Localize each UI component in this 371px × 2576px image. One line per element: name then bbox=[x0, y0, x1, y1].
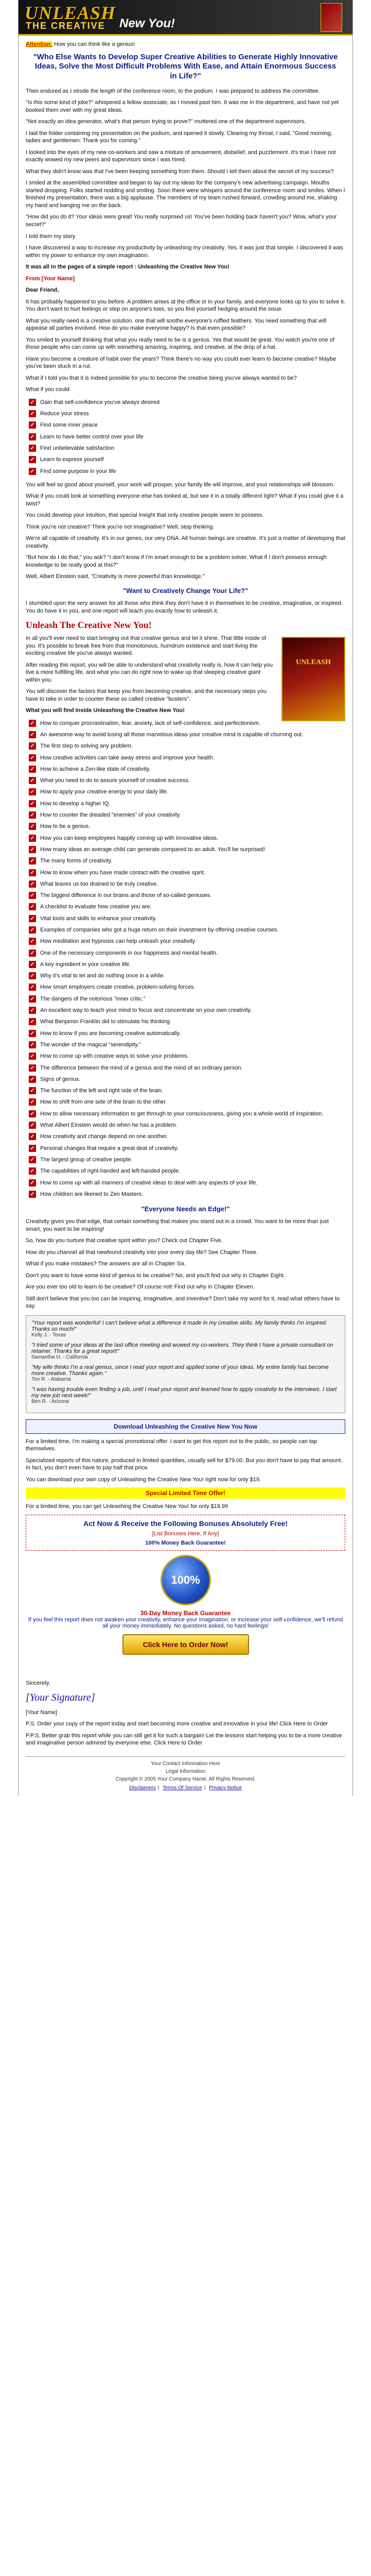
list-item bbox=[29, 1052, 345, 1061]
list-item bbox=[29, 787, 345, 796]
bonus-heading: Act Now & Receive the Following Bonuses Absolutely Free! bbox=[83, 1519, 288, 1528]
list-item bbox=[29, 1075, 345, 1084]
list-item-text: Learn to express yourself bbox=[40, 456, 104, 463]
list-item bbox=[29, 409, 345, 418]
logo-line1: UNLEASH bbox=[25, 3, 116, 23]
body-paragraph: So, how do you nurture that creative spirit within you? Check out Chapter Five. bbox=[26, 1238, 223, 1244]
list-item bbox=[29, 420, 345, 430]
list-item bbox=[29, 914, 345, 923]
checkmark-icon: ✓ bbox=[29, 950, 36, 957]
list-item bbox=[29, 765, 345, 774]
list-item-text: How creativity and change depend on one another. bbox=[40, 1133, 168, 1140]
list-item-text: What Benjamin Franklin did to stimulate his thinking. bbox=[40, 1019, 171, 1025]
list-item bbox=[29, 1121, 345, 1130]
checkmark-icon: ✓ bbox=[29, 984, 36, 991]
intro-section bbox=[26, 88, 345, 271]
body-paragraph: You smiled to yourself thinking that what you really need to be is a genius. Yes that would be great. You watch you're one of those people who can come up with something amazing, inspiring, and creative, at the drop of a hat. bbox=[26, 336, 334, 351]
list-item-text: The first step to solving any problem. bbox=[40, 743, 133, 750]
list-item bbox=[29, 719, 345, 728]
testimonial bbox=[31, 1364, 340, 1382]
list-item-text: How children are likened to Zen Masters. bbox=[40, 1191, 143, 1197]
body-section-5 bbox=[26, 1218, 345, 1310]
checkmark-icon: ✓ bbox=[29, 1122, 36, 1129]
list-item bbox=[29, 856, 345, 866]
list-item bbox=[29, 799, 345, 808]
body-paragraph: Specialized reports of this nature, produced in limited quantities, usually sell for $79.00. But you don't have to pay that amount. In fact, you don't even have to pay half that price. bbox=[26, 1457, 343, 1471]
checkmark-icon: ✓ bbox=[29, 903, 36, 910]
list-item bbox=[29, 1109, 345, 1118]
checkmark-icon: ✓ bbox=[29, 835, 36, 842]
checkmark-icon: ✓ bbox=[29, 869, 36, 876]
checkmark-icon: ✓ bbox=[29, 1098, 36, 1106]
checkmark-icon: ✓ bbox=[29, 823, 36, 830]
product-book-image bbox=[281, 637, 345, 721]
body-paragraph: You will feel so good about yourself, your work will prosper, your family life will improve, and your relationships will blossom. bbox=[26, 481, 334, 488]
testimonial-author: Ben R. - Arizona bbox=[31, 1398, 69, 1404]
body-paragraph: You can download your own copy of Unleashing the Creative New You! right now for only $19. bbox=[26, 1476, 261, 1483]
list-item-text: The difference between the mind of a genius and the mind of an ordinary person. bbox=[40, 1064, 243, 1071]
main-content bbox=[19, 36, 352, 1796]
list-item-text: The wonder of the magical "serendipity." bbox=[40, 1041, 141, 1048]
list-item-text: How many ideas an average child can generate compared to an adult. You'll be surprised! bbox=[40, 846, 265, 853]
list-item-text: Reduce your stress bbox=[40, 411, 89, 417]
list-item bbox=[29, 776, 345, 785]
list-item bbox=[29, 1097, 345, 1107]
footer-link-terms[interactable]: Terms Of Service bbox=[163, 1785, 202, 1791]
list-item-text: Why it's vital to let and do nothing once in a while. bbox=[40, 973, 165, 979]
body-paragraph: I stumbled upon the very answer for all those who think they don't have it in themselves to be creative, imaginative, or inspired. You do have it in you, and one report will teach you exactly how to unleash it. bbox=[26, 600, 343, 614]
checkmark-icon: ✓ bbox=[29, 1156, 36, 1163]
checkmark-icon: ✓ bbox=[29, 1064, 36, 1072]
list-item-text: What you need to do to assure yourself of creative success. bbox=[40, 777, 190, 784]
intro-paragraph: "Not exactly an idea generator, what's that person trying to prove?" muttered one of the department supervisors. bbox=[26, 118, 306, 125]
footer-link-disclaimers[interactable]: Disclaimers bbox=[129, 1785, 156, 1791]
checkmark-icon: ✓ bbox=[29, 456, 36, 463]
checkmark-icon: ✓ bbox=[29, 720, 36, 727]
body-paragraph: In all you'll ever need to start bringing out that creative genius and let it shine. That little inside of you. It's possible to break free from that monotonous, humdrum existence and start living the exciting creative life you've always wanted. bbox=[26, 635, 267, 657]
list-item bbox=[29, 960, 345, 969]
list-item-text: How to develop a higher IQ. bbox=[40, 800, 111, 807]
bonus-guarantee: 100% Money Back Guarantee! bbox=[145, 1539, 226, 1546]
list-item bbox=[29, 1063, 345, 1073]
intro-paragraph: "Is this some kind of joke?" whispered a fellow associate, as I moved past him. It was me in the department, and have not yet booked them over with my great ideas. bbox=[26, 99, 339, 113]
logo-line2: THE CREATIVE bbox=[26, 21, 105, 31]
list-item-text: How to conquer procrastination, fear, anxiety, lack of self-confidence, and perfectionism. bbox=[40, 720, 260, 726]
checkmark-icon: ✓ bbox=[29, 1007, 36, 1014]
checkmark-icon: ✓ bbox=[29, 445, 36, 452]
list-item-text: How you can keep employees happily coming up with innovative ideas. bbox=[40, 835, 219, 841]
list-item-text: Examples of companies who got a huge return on their investment by offering creative courses. bbox=[40, 927, 279, 933]
list-item bbox=[29, 1155, 345, 1164]
list-item bbox=[29, 1178, 345, 1188]
list-item bbox=[29, 1144, 345, 1153]
checkmark-icon: ✓ bbox=[29, 938, 36, 945]
body-paragraph: What if you make mistakes? The answers are all in Chapter Six. bbox=[26, 1261, 186, 1267]
body-paragraph: What you really need is a creative solution, one that will soothe everyone's ruffled feathers. You need something that will appease all parties involved. How do you make everyone happy? Is that even possible? bbox=[26, 317, 327, 332]
list-item bbox=[29, 971, 345, 980]
list-item bbox=[29, 1166, 345, 1176]
footer-copyright: Copyright © 2005 Your Company Name. All Rights Reserved. bbox=[115, 1776, 256, 1782]
guarantee-section bbox=[26, 1609, 345, 1629]
footer-legal: Legal Information bbox=[165, 1768, 206, 1774]
list-item bbox=[29, 455, 345, 464]
list-item-text: How to be a genius. bbox=[40, 823, 91, 830]
testimonial-author: Kelly J. - Texas bbox=[31, 1332, 66, 1338]
checkmark-icon: ✓ bbox=[29, 926, 36, 934]
bonus-box bbox=[26, 1515, 345, 1551]
testimonial-text: "I tried some of your ideas at the last office meeting and wowed my co-workers. They think I have a private consultant on retainer. Thanks for a great report!" bbox=[31, 1342, 333, 1354]
intro-paragraph: I laid the folder containing my presentation on the podium, and opened it slowly. Clearing my throat, I said, "Good morning, ladies and gentlemen. Thank you for coming." bbox=[26, 130, 332, 144]
postscript: P.P.S. Better grab this report while you can still get it for such a bargain! Let the lessons start helping you to be a more creative and imaginative person admired by everyone else. Click Here to Order bbox=[26, 1732, 342, 1747]
list-item bbox=[29, 994, 345, 1004]
list-item bbox=[29, 398, 345, 407]
list-item-text: An awesome way to avoid losing all those marvelous ideas your creative mind is capable of churning out. bbox=[40, 731, 304, 738]
list-item-text: How to come up with creative ways to solve your problems. bbox=[40, 1053, 189, 1060]
checkmark-icon: ✓ bbox=[29, 399, 36, 406]
list-item-text: How meditation and hypnosis can help unleash your creativity. bbox=[40, 938, 197, 945]
checkmark-icon: ✓ bbox=[29, 788, 36, 795]
checkmark-icon: ✓ bbox=[29, 1145, 36, 1152]
checkmark-icon: ✓ bbox=[29, 1179, 36, 1187]
author-name: [Your Name] bbox=[26, 1709, 57, 1716]
list-item-text: How to know when you have made contact with the creative spirit. bbox=[40, 869, 205, 876]
attention-tag: Attention: bbox=[26, 41, 52, 47]
checkmark-icon: ✓ bbox=[29, 800, 36, 807]
testimonial-text: "My wife thinks I'm a real genius, since I read your report and applied some of your ideas. My entire family has become more creative. Thanks again." bbox=[31, 1364, 329, 1377]
footer-link-privacy[interactable]: Privacy Notice bbox=[209, 1785, 242, 1791]
intro-paragraph: I looked into the eyes of my new co-workers and saw a mixture of amusement, disbelief, and puzzlement. It's true I have not exactly wowed my new peers and supervisors since I was hired. bbox=[26, 149, 336, 163]
checkmark-icon: ✓ bbox=[29, 766, 36, 773]
body-paragraph: Have you become a creature of habit over the years? Think there's no way you could ever learn to become creative? Maybe you've been stuck in a rut. bbox=[26, 355, 336, 370]
list-item-text: How to allow necessary information to get through to your consciousness, giving you a whole world of inspiration. bbox=[40, 1110, 324, 1117]
checkmark-icon: ✓ bbox=[29, 433, 36, 440]
list-item bbox=[29, 1006, 345, 1015]
list-item bbox=[29, 868, 345, 877]
list-item-text: How to counter the dreaded "enemies" of your creativity. bbox=[40, 812, 181, 819]
body-paragraph: Well, Albert Einstein said, "Creativity is more powerful than knowledge." bbox=[26, 573, 205, 580]
list-item bbox=[29, 902, 345, 911]
list-item-text: How to know if you are becoming creative automatically. bbox=[40, 1030, 181, 1037]
checkmark-icon: ✓ bbox=[29, 754, 36, 761]
checkmark-icon: ✓ bbox=[29, 777, 36, 784]
list-item bbox=[29, 1190, 345, 1199]
body-paragraph: "But how do I do that," you ask? "I don't know if I'm smart enough to be a problem solver. What if I don't possess enough knowledge to be really good at this?" bbox=[26, 554, 327, 568]
list-item-text: What Albert Einstein would do when he has a problem. bbox=[40, 1122, 178, 1129]
checkmark-icon: ✓ bbox=[29, 1030, 36, 1037]
body-paragraph: You will discover the factors that keep you from becoming creative, and the necessary steps you have to take in order to counter these so called creative "busters". bbox=[26, 688, 267, 702]
checkmark-icon: ✓ bbox=[29, 421, 36, 429]
list-item-text: The biggest difference in our brains and those of so-called geniuses. bbox=[40, 892, 212, 899]
body-paragraph: What you will find inside Unleashing the Creative New You! bbox=[26, 707, 185, 714]
checkmark-icon: ✓ bbox=[29, 811, 36, 819]
list-item-text: How creative activities can take away stress and improve your health. bbox=[40, 754, 215, 761]
header-banner bbox=[19, 0, 352, 36]
list-item-text: Signs of genius. bbox=[40, 1076, 81, 1082]
list-item bbox=[29, 1086, 345, 1095]
list-item-text: The many forms of creativity. bbox=[40, 858, 113, 865]
list-item-text: Personal changes that require a great deal of creativity. bbox=[40, 1145, 179, 1151]
logo-line3: New You! bbox=[119, 16, 175, 30]
checkmark-icon: ✓ bbox=[29, 1018, 36, 1025]
list-item-text: The dangers of the notorious "inner critic." bbox=[40, 995, 146, 1002]
body-paragraph: Don't you want to have some kind of genius to be creative? No, and you'll find out why in Chapter Eight. bbox=[26, 1272, 285, 1279]
list-item-text: Vital tools and skills to enhance your creativity. bbox=[40, 915, 157, 922]
body-paragraph: Are you ever too old to learn to be creative? Of course not! Find out why in Chapter Eleven. bbox=[26, 1284, 255, 1291]
list-item bbox=[29, 432, 345, 442]
body-section-2 bbox=[26, 481, 345, 581]
list-item bbox=[29, 467, 345, 476]
salutation: Dear Friend, bbox=[26, 287, 59, 294]
subheadline: "Want to Creatively Change Your Life?" bbox=[122, 586, 249, 595]
spacer bbox=[26, 1662, 345, 1671]
intro-paragraph: I smiled at the assembled committee and began to lay out my ideas for the company's new advertising campaign. Mouths started dropping. Folks started nodding and smiling. Soon there were whispers around the conference room and smiles. When I finished my presentation, there was a big applause. The members of my team rushed forward, crowding around me, shaking my hand and banging me on the back. bbox=[26, 180, 345, 209]
guarantee-badge-icon: 100% bbox=[161, 1555, 211, 1605]
list-item-text: One of the necessary components in our happiness and mental health. bbox=[40, 950, 218, 956]
testimonial-text: "Your report was wonderful! I can't believe what a difference it made in my creative skills. My family thinks I'm inspired. Thanks so much!" bbox=[31, 1319, 327, 1332]
list-item-text: How to achieve a Zen-like state of creativity. bbox=[40, 766, 151, 772]
checkmark-icon: ✓ bbox=[29, 410, 36, 417]
body-paragraph: After reading this report, you will be able to understand what creativity really is, how it can help you live a more fulfilling life, and what you can do right now to wake up that sleeping creative giant within you. bbox=[26, 662, 273, 683]
list-item bbox=[29, 753, 345, 762]
checkmark-icon: ✓ bbox=[29, 742, 36, 750]
main-headline: "Who Else Wants to Develop Super Creative Abilities to Generate Highly Innovative Ideas, Solve the Most Difficult Problems With Ease, and Attain Enormous Success in Life?" bbox=[33, 52, 338, 81]
list-item bbox=[29, 730, 345, 739]
body-section-6 bbox=[26, 1438, 345, 1484]
footer-contact: Your Contact Information Here bbox=[151, 1760, 220, 1767]
intro-paragraph: Then endured as I strode the length of the conference room, to the podium. I was prepared to address the committee. bbox=[26, 88, 320, 94]
list-item bbox=[29, 810, 345, 820]
checkmark-icon: ✓ bbox=[29, 1167, 36, 1175]
signature: [Your Signature] bbox=[26, 1692, 95, 1704]
benefit-checklist bbox=[29, 398, 345, 476]
body-paragraph: Creativity gives you that edge, that certain something that makes you stand out in a crowd. You want to be more than just smart, you want to be inspiring! bbox=[26, 1218, 329, 1232]
list-item bbox=[29, 948, 345, 958]
guarantee-title: 30-Day Money Back Guarantee bbox=[140, 1609, 231, 1617]
body-section-1 bbox=[26, 298, 345, 394]
intro-paragraph: It was all in the pages of a simple report : Unleashing the Creative New You! bbox=[26, 264, 229, 270]
list-item-text: Learn to have better control over your life bbox=[40, 433, 144, 440]
list-item bbox=[29, 741, 345, 751]
testimonial bbox=[31, 1342, 340, 1360]
list-item bbox=[29, 845, 345, 854]
list-item-text: How smart employers create creative, problem-solving forces. bbox=[40, 984, 196, 991]
list-item bbox=[29, 1017, 345, 1026]
body-paragraph: What if you could: bbox=[26, 386, 71, 393]
book-title-text: UNLEASH bbox=[296, 658, 331, 667]
list-item-text: How to apply your creative energy to your daily life. bbox=[40, 789, 168, 795]
body-paragraph: For a limited time, I'm making a special promotional offer. I want to get this report out to the public, so people can tap themselves. bbox=[26, 1438, 317, 1452]
footer-links: Disclaimers | Terms Of Service | Privacy Notice bbox=[129, 1785, 242, 1791]
signature-block bbox=[26, 1680, 345, 1716]
testimonials-box bbox=[26, 1315, 345, 1413]
testimonial bbox=[31, 1386, 340, 1404]
body-paragraph: We're all capable of creativity. It's in our genes, our very DNA. All human beings are creative. It's just a matter of developing that creativity. bbox=[26, 535, 345, 549]
list-item-text: An excellent way to teach your mind to focus and concentrate on your own creativity. bbox=[40, 1007, 252, 1014]
intro-paragraph: I have discovered a way to increase my productivity by unleashing my creativity. Yes, it was just that simple. I discovered it was within my power to enhance my own imagination. bbox=[26, 245, 343, 259]
list-item bbox=[29, 1029, 345, 1038]
checkmark-icon: ✓ bbox=[29, 880, 36, 888]
list-item bbox=[29, 834, 345, 843]
checkmark-icon: ✓ bbox=[29, 1133, 36, 1140]
book-cover-image bbox=[321, 3, 342, 32]
list-item-text: What leaves us too drained to be truly creative. bbox=[40, 880, 158, 887]
list-item bbox=[29, 925, 345, 935]
list-item bbox=[29, 1132, 345, 1141]
checkmark-icon: ✓ bbox=[29, 731, 36, 738]
intro-paragraph: I told them my story. bbox=[26, 233, 77, 240]
list-item bbox=[29, 444, 345, 453]
list-item bbox=[29, 937, 345, 946]
testimonial bbox=[31, 1320, 340, 1338]
attention-line bbox=[26, 41, 345, 48]
body-paragraph: Think you're not creative? Think you're not imaginative? Well, stop thinking. bbox=[26, 523, 215, 530]
testimonial-author: Tim R. - Alabama bbox=[31, 1376, 71, 1382]
contents-checklist bbox=[29, 719, 345, 1199]
body-paragraph: It has probably happened to you before. A problem arises at the office or in your family, and everyone looks up to you to solve it. You don't want to hurt feelings or step on anyone's toes, so you find yourself hedging around the issue. bbox=[26, 298, 345, 313]
product-title: Unleash The Creative New You! bbox=[26, 620, 152, 631]
body-paragraph: What if I told you that it is indeed possible for you to become the creative being you've always wanted to be? bbox=[26, 375, 297, 381]
list-item-text: A key ingredient in your creative life. bbox=[40, 961, 131, 968]
checkmark-icon: ✓ bbox=[29, 972, 36, 979]
checkmark-icon: ✓ bbox=[29, 1041, 36, 1048]
checkmark-icon: ✓ bbox=[29, 995, 36, 1003]
checkmark-icon: ✓ bbox=[29, 846, 36, 853]
checkmark-icon: ✓ bbox=[29, 1191, 36, 1198]
list-item-text: How to come up with all manners of creative ideas to deal with any aspects of your life. bbox=[40, 1179, 258, 1186]
from-line: From [Your Name] bbox=[26, 275, 75, 282]
price-paragraph: For a limited time, you can get Unleashing the Creative New You! for only $19.99 bbox=[26, 1503, 228, 1510]
list-item bbox=[29, 822, 345, 831]
list-item-text: Find some purpose in your life bbox=[40, 468, 116, 474]
checkmark-icon: ✓ bbox=[29, 1087, 36, 1094]
footer bbox=[26, 1756, 345, 1791]
checkmark-icon: ✓ bbox=[29, 961, 36, 968]
list-item-text: The largest group of creative people. bbox=[40, 1156, 133, 1163]
body-paragraph: How do you channel all that newfound creativity into your every day life? See Chapter Three. bbox=[26, 1249, 258, 1256]
attention-text: How you can think like a genius! bbox=[52, 41, 135, 47]
checkmark-icon: ✓ bbox=[29, 1076, 36, 1083]
subheadline: "Everyone Needs an Edge!" bbox=[141, 1205, 230, 1213]
list-item-text: Find some inner peace bbox=[40, 422, 98, 429]
list-item bbox=[29, 879, 345, 889]
checkmark-icon: ✓ bbox=[29, 1053, 36, 1060]
body-paragraph: What if you could look at something everyone else has looked at, but see it in a totally different light? What if you could give it a twist? bbox=[26, 493, 344, 507]
list-item-text: A checklist to evaluate how creative you are. bbox=[40, 904, 152, 910]
checkmark-icon: ✓ bbox=[29, 915, 36, 922]
list-item-text: Gain that self-confidence you've always desired bbox=[40, 399, 160, 405]
list-item-text: Find unbelievable satisfaction bbox=[40, 445, 115, 451]
special-offer-banner: Special Limited Time Offer! bbox=[26, 1487, 345, 1499]
list-item bbox=[29, 891, 345, 900]
checkmark-icon: ✓ bbox=[29, 1110, 36, 1117]
bonus-list: [List Bonuses Here, If Any] bbox=[152, 1530, 219, 1537]
intro-paragraph: "How did you do it? Your ideas were great! You really surprised us! You've been holding back haven't you? Wow, what's your secret?" bbox=[26, 214, 337, 228]
testimonial-text: "I was having trouble even finding a job, until I read your report and learned how to apply creativity to the interviews. I start my new job next week!" bbox=[31, 1386, 337, 1399]
closing-sincerely: Sincerely, bbox=[26, 1680, 50, 1686]
order-now-button[interactable]: Click Here to Order Now! bbox=[122, 1634, 249, 1655]
download-heading: Download Unleashing the Creative New You Now bbox=[26, 1419, 345, 1434]
list-item bbox=[29, 1040, 345, 1049]
checkmark-icon: ✓ bbox=[29, 857, 36, 865]
body-paragraph: Still don't believe that you too can be inspiring, imaginative, and inventive? Don't take my word for it, read what others have to say. bbox=[26, 1295, 340, 1310]
intro-paragraph: What they didn't know was that I've been keeping something from them. Should I tell them about the secret of my success? bbox=[26, 168, 334, 175]
testimonial-author: Samantha H. - California bbox=[31, 1354, 88, 1360]
list-item-text: How to shift from one side of the brain to the other. bbox=[40, 1099, 167, 1106]
sales-page bbox=[18, 0, 353, 1796]
checkmark-icon: ✓ bbox=[29, 892, 36, 899]
checkmark-icon: ✓ bbox=[29, 468, 36, 475]
list-item-text: The capabilities of right-handed and left-handed people. bbox=[40, 1168, 181, 1175]
postscript: P.S. Order your copy of the report today and start becoming more creative and innovative in your life! Click Here to Order bbox=[26, 1721, 328, 1727]
list-item bbox=[29, 982, 345, 992]
list-item-text: The function of the left and right side of the brain. bbox=[40, 1088, 164, 1094]
body-paragraph: You could develop your intuition, that special insight that only creative people seem to possess. bbox=[26, 512, 264, 519]
guarantee-text: If you feel this report does not awaken your creativity, enhance your imagination, or increase your self-confidence, we'll refund all your money immediately. No questions asked, no hard feelings! bbox=[28, 1616, 343, 1629]
